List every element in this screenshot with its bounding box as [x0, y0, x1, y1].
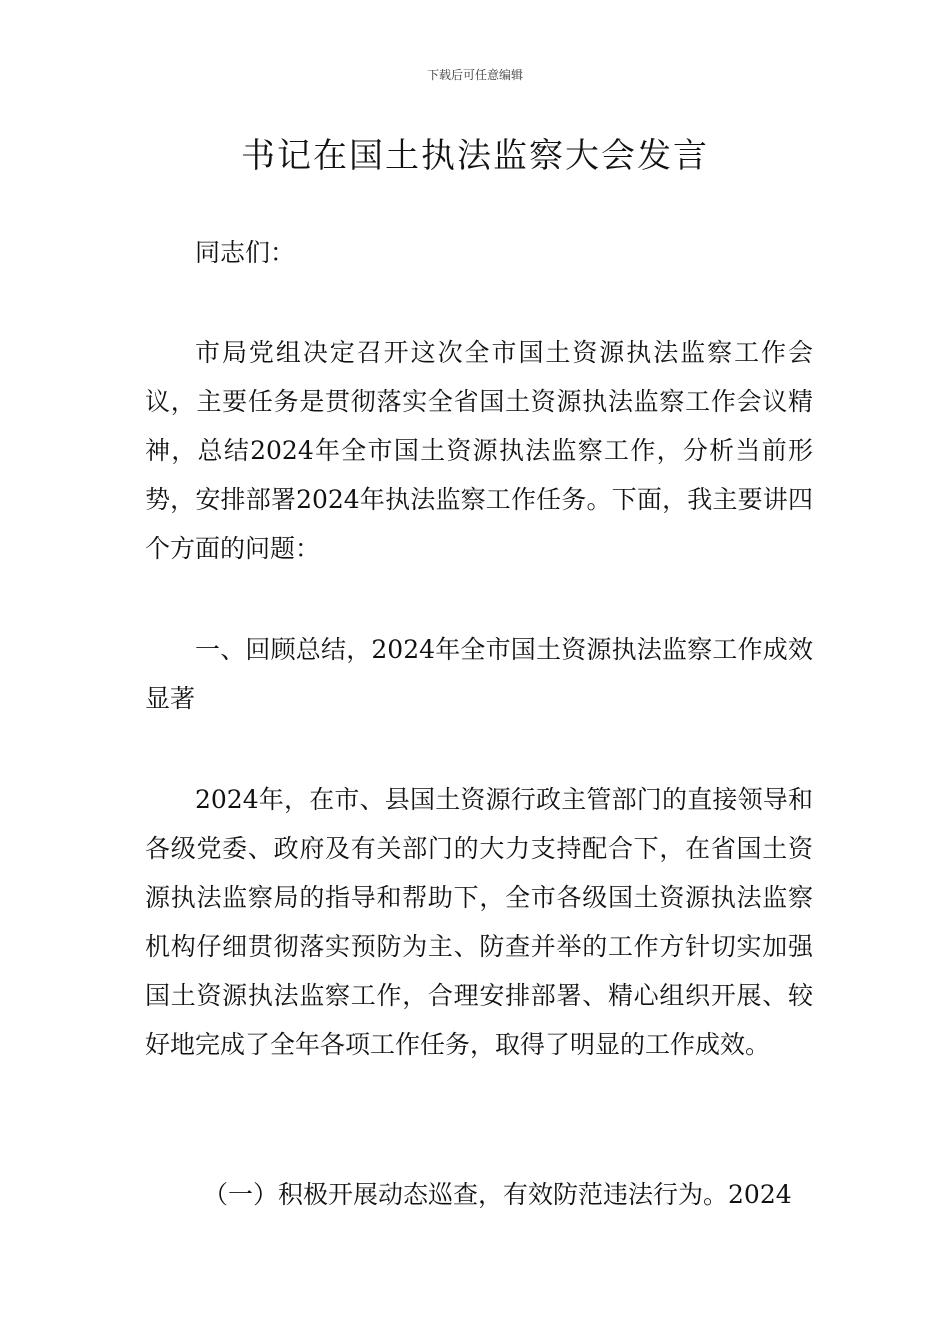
- salutation-paragraph: 同志们：: [195, 238, 296, 267]
- intro-paragraph: 市局党组决定召开这次全市国土资源执法监察工作会议，主要任务是贯彻落实全省国土资源执法监察工作会议精神，总结2024年全市国土资源执法监察工作，分析当前形势，安排部署2024年执法监察工作任务。下面，我主要讲四个方面的问题：: [145, 338, 813, 563]
- header-note: 下载后可任意编辑: [426, 68, 523, 82]
- section-body-paragraph: 2024年，在市、县国土资源行政主管部门的直接领导和各级党委、政府及有关部门的大力支持配合下，在省国土资源执法监察局的指导和帮助下，全市各级国土资源执法监察机构仔细贯彻落实预防为主、防查并举的工作方针切实加强国土资源执法监察工作，合理安排部署、精心组织开展、较好地完成了全年各项工作任务，取得了明显的工作成效。: [145, 785, 813, 1059]
- subsection-paragraph: （一）积极开展动态巡查，有效防范违法行为。2024: [203, 1180, 792, 1209]
- section-heading-1: 一、回顾总结，2024年全市国土资源执法监察工作成效显著: [145, 635, 813, 713]
- document-title: 书记在国土执法监察大会发言: [241, 136, 709, 176]
